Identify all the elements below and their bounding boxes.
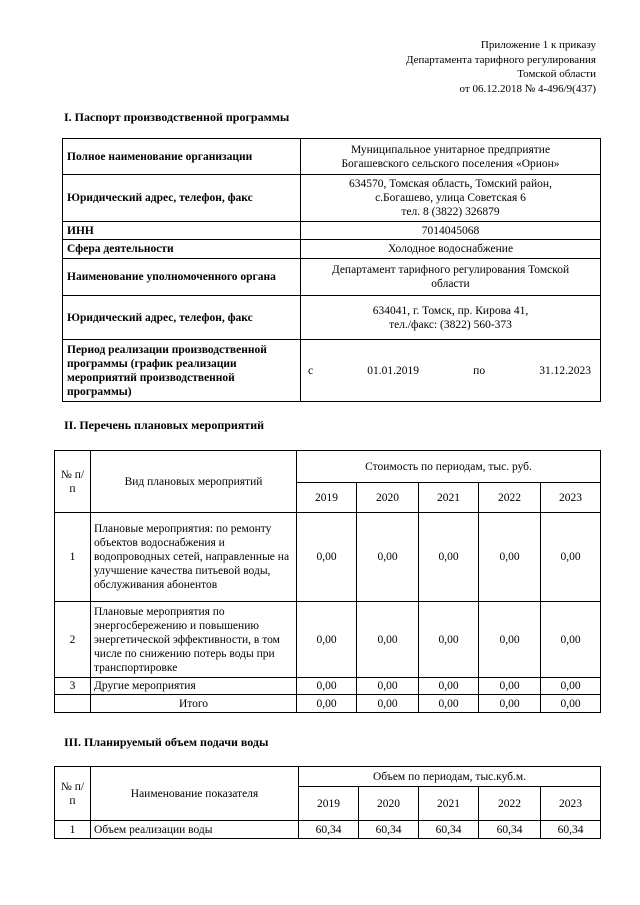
period-range (304, 364, 597, 378)
row-value (301, 296, 601, 340)
row-value: 7014045068 (301, 222, 601, 240)
year-header: 2020 (359, 787, 419, 821)
header-line: Приложение 1 к приказу (480, 39, 596, 51)
row-name: Плановые мероприятия по энергосбережению и повышению энергетической эффективности, в том числе по снижению потерь воды при транспортировке (91, 602, 297, 678)
cell-value: 0,00 (419, 513, 479, 602)
value-line: 634041, г. Томск, пр. Кирова 41, (372, 304, 529, 317)
cell-value: 60,34 (479, 821, 541, 839)
table-row (55, 513, 601, 602)
year-header: 2023 (541, 787, 601, 821)
header-line: Томской области (517, 68, 596, 80)
col-name-header: Наименование показателя (91, 767, 299, 821)
cell-value: 0,00 (479, 602, 541, 678)
year-header: 2023 (541, 483, 601, 513)
cell-value: 0,00 (357, 695, 419, 713)
row-label: Наименование уполномоченного органа (63, 259, 301, 296)
section3-title: III. Планируемый объем подачи воды (64, 735, 269, 749)
table-row (55, 602, 601, 678)
empty-cell (55, 695, 91, 713)
row-label: Сфера деятельности (63, 240, 301, 259)
value-line: области (431, 278, 470, 290)
cell-value: 0,00 (479, 695, 541, 713)
table-row (63, 139, 601, 175)
cell-value: 0,00 (479, 678, 541, 695)
cell-value: 0,00 (419, 678, 479, 695)
year-header: 2020 (357, 483, 419, 513)
measures-table (54, 450, 601, 713)
cell-value: 0,00 (479, 513, 541, 602)
row-value (301, 175, 601, 222)
row-label: Период реализации производственной программы (график реализации мероприятий производственной программы) (63, 340, 301, 402)
row-label: ИНН (63, 222, 301, 240)
row-value: Холодное водоснабжение (301, 240, 601, 259)
table-row (55, 678, 601, 695)
value-line: тел. 8 (3822) 326879 (401, 206, 500, 218)
value-line: 634570, Томская область, Томский район, (349, 178, 552, 190)
table-row (63, 340, 601, 402)
section1-title: I. Паспорт производственной программы (64, 110, 290, 124)
table-row (63, 175, 601, 222)
cell-value: 0,00 (357, 513, 419, 602)
value-line: Департамент тарифного регулирования Томской (331, 264, 570, 276)
cell-value: 0,00 (541, 695, 601, 713)
period-to: 31.12.2023 (539, 364, 591, 377)
total-label: Итого (91, 695, 297, 713)
value-line: Богашевского сельского поселения «Орион» (341, 157, 560, 170)
row-value (301, 139, 601, 175)
row-num: 3 (55, 678, 91, 695)
col-cost-header: Стоимость по периодам, тыс. руб. (297, 451, 601, 483)
table-header-row (55, 767, 601, 787)
cell-value: 0,00 (297, 678, 357, 695)
cell-value: 0,00 (297, 602, 357, 678)
row-label: Полное наименование организации (63, 139, 301, 175)
passport-table (62, 138, 601, 402)
header-line: от 06.12.2018 № 4-496/9(437) (459, 82, 596, 95)
year-header: 2022 (479, 787, 541, 821)
value-line: тел./факс: (3822) 560-373 (389, 318, 512, 331)
year-header: 2019 (299, 787, 359, 821)
col-volume-header: Объем по периодам, тыс.куб.м. (299, 767, 601, 787)
table-row (55, 821, 601, 839)
table-row (63, 296, 601, 340)
cell-value: 0,00 (419, 602, 479, 678)
value-line: Муниципальное унитарное предприятие (350, 143, 551, 156)
cell-value: 60,34 (359, 821, 419, 839)
period-from: 01.01.2019 (367, 364, 420, 377)
cell-value: 0,00 (541, 602, 601, 678)
cell-value: 0,00 (297, 695, 357, 713)
cell-value: 0,00 (357, 678, 419, 695)
period-from-label: с (308, 364, 314, 377)
table-row (63, 222, 601, 240)
table-row (63, 240, 601, 259)
year-header: 2019 (297, 483, 357, 513)
row-num: 2 (55, 602, 91, 678)
year-header: 2021 (419, 787, 479, 821)
row-num: 1 (55, 821, 91, 839)
row-value (301, 259, 601, 296)
cell-value: 60,34 (419, 821, 479, 839)
total-row (55, 695, 601, 713)
table-row (63, 259, 601, 296)
header-line: Департамента тарифного регулирования (405, 53, 596, 66)
cell-value: 0,00 (357, 602, 419, 678)
cell-value: 0,00 (419, 695, 479, 713)
cell-value: 0,00 (541, 678, 601, 695)
cell-value: 0,00 (541, 513, 601, 602)
period-to-label: по (473, 364, 486, 377)
col-name-header: Вид плановых мероприятий (91, 451, 297, 513)
order-header (406, 38, 596, 96)
col-num-header: № п/п (55, 451, 91, 513)
cell-value: 60,34 (299, 821, 359, 839)
row-value (301, 340, 601, 402)
table-header-row (55, 451, 601, 483)
year-header: 2021 (419, 483, 479, 513)
row-num: 1 (55, 513, 91, 602)
row-name: Другие мероприятия (91, 678, 297, 695)
cell-value: 60,34 (541, 821, 601, 839)
cell-value: 0,00 (297, 513, 357, 602)
row-name: Плановые мероприятия: по ремонту объектов водоснабжения и водопроводных сетей, направленные на улучшение качества питьевой воды, обслуживания абонентов (91, 513, 297, 602)
value-line: с.Богашево, улица Советская 6 (375, 192, 526, 204)
section2-title: II. Перечень плановых мероприятий (64, 418, 265, 432)
row-label: Юридический адрес, телефон, факс (63, 175, 301, 222)
row-label: Юридический адрес, телефон, факс (63, 296, 301, 340)
col-num-header: № п/п (55, 767, 91, 821)
row-name: Объем реализации воды (91, 821, 299, 839)
year-header: 2022 (479, 483, 541, 513)
volume-table (54, 766, 601, 839)
